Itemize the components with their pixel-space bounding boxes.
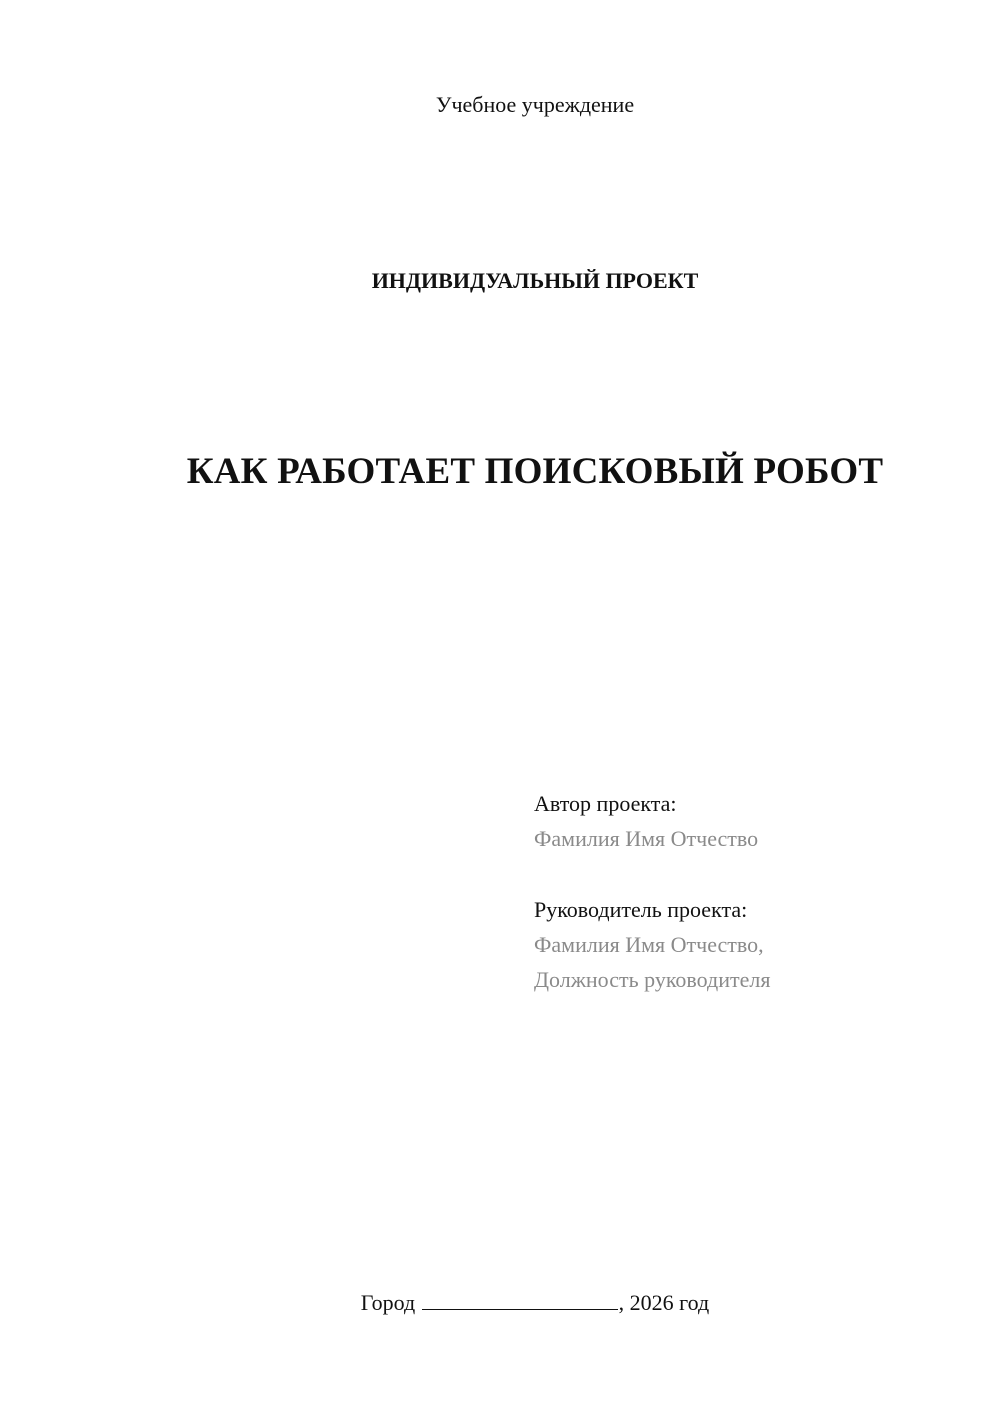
institution-name: Учебное учреждение [435, 92, 635, 117]
supervisor-label: Руководитель проекта: [534, 897, 748, 922]
year-text: , 2026 год [618, 1290, 710, 1315]
document-type-heading: ИНДИВИДУАЛЬНЫЙ ПРОЕКТ [371, 268, 699, 293]
city-blank-line [422, 1290, 618, 1310]
info-spacer [534, 856, 770, 892]
city-label: Город [360, 1290, 416, 1315]
supervisor-position: Должность руководителя [534, 967, 771, 992]
author-name: Фамилия Имя Отчество [534, 826, 759, 851]
project-info-block [534, 786, 770, 997]
project-title: КАК РАБОТАЕТ ПОИСКОВЫЙ РОБОТ [186, 451, 884, 492]
author-label: Автор проекта: [534, 791, 677, 816]
supervisor-name: Фамилия Имя Отчество, [534, 932, 764, 957]
footer-city-year [0, 1290, 1000, 1316]
